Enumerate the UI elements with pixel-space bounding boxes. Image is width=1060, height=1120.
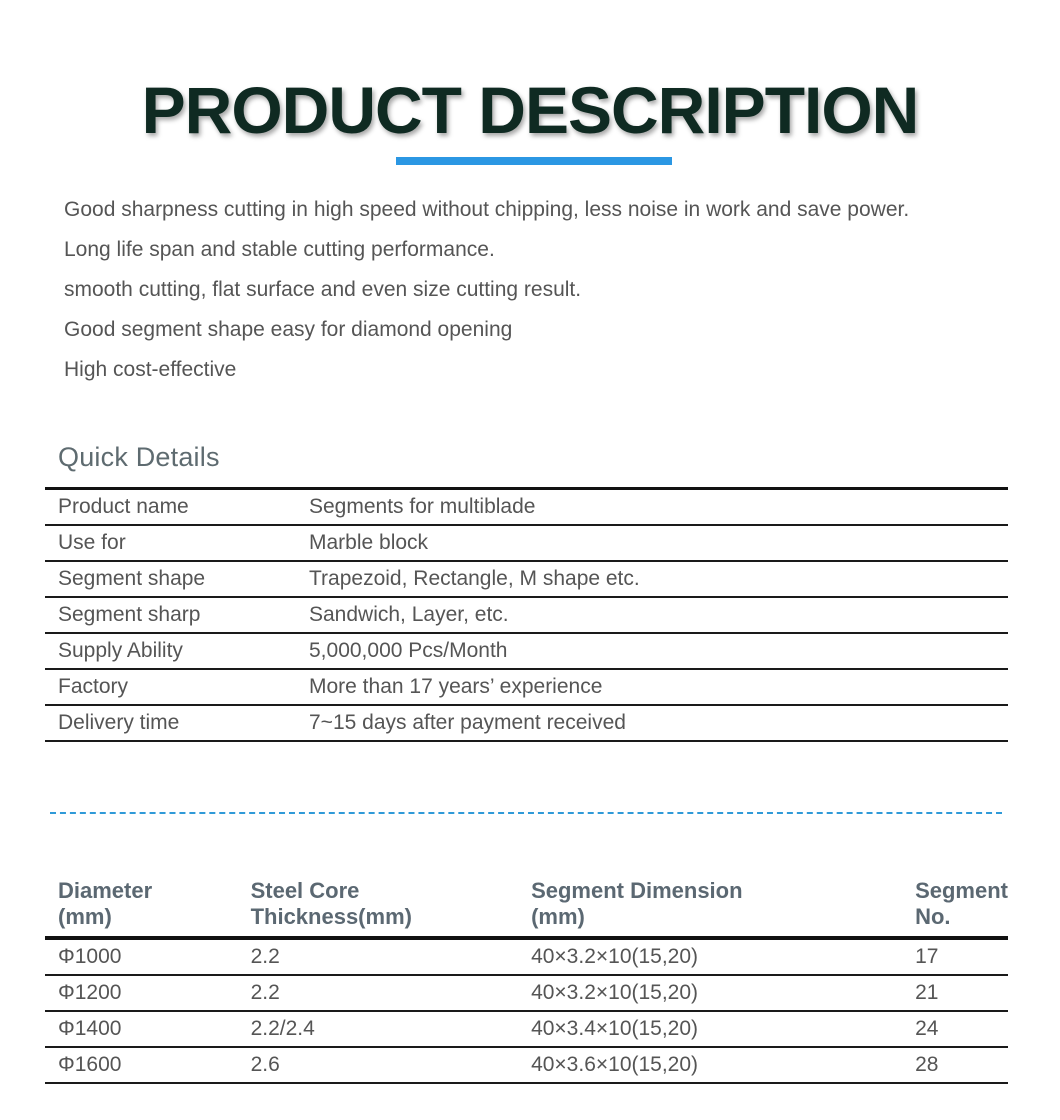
detail-key: Segment shape (45, 561, 296, 597)
cell-diameter: Φ1000 (45, 938, 238, 975)
detail-key: Segment sharp (45, 597, 296, 633)
table-row (45, 975, 1008, 1011)
cell-segment-no: 24 (902, 1011, 1008, 1047)
feature-item: smooth cutting, flat surface and even size cutting result. (64, 278, 582, 301)
detail-value: More than 17 years’ experience (296, 669, 1008, 705)
feature-item: High cost-effective (64, 358, 237, 381)
column-header-segment-dimension: Segment Dimension (mm) (518, 872, 902, 938)
spec-table (45, 872, 1008, 1084)
detail-key: Factory (45, 669, 296, 705)
detail-value: 5,000,000 Pcs/Month (296, 633, 1008, 669)
cell-thickness: 2.2 (238, 975, 518, 1011)
column-header-thickness: Steel Core Thickness(mm) (238, 872, 518, 938)
page-title: PRODUCT DESCRIPTION (141, 73, 919, 147)
detail-value: 7~15 days after payment received (296, 705, 1008, 741)
cell-segment-dimension: 40×3.2×10(15,20) (518, 975, 902, 1011)
cell-diameter: Φ1400 (45, 1011, 238, 1047)
detail-key: Supply Ability (45, 633, 296, 669)
cell-thickness: 2.2 (238, 938, 518, 975)
feature-item: Good sharpness cutting in high speed without chipping, less noise in work and save power. (64, 198, 910, 221)
detail-key: Delivery time (45, 705, 296, 741)
column-header-diameter: Diameter (mm) (45, 872, 238, 938)
table-row (45, 489, 1008, 526)
quick-details-heading: Quick Details (58, 442, 220, 472)
cell-segment-no: 28 (902, 1047, 1008, 1083)
table-row (45, 597, 1008, 633)
cell-thickness: 2.2/2.4 (238, 1011, 518, 1047)
detail-value: Sandwich, Layer, etc. (296, 597, 1008, 633)
cell-diameter: Φ1600 (45, 1047, 238, 1083)
feature-item: Long life span and stable cutting performance. (64, 238, 495, 261)
table-row (45, 1011, 1008, 1047)
table-row (45, 938, 1008, 975)
section-divider (50, 812, 1002, 814)
cell-segment-dimension: 40×3.2×10(15,20) (518, 938, 902, 975)
cell-diameter: Φ1200 (45, 975, 238, 1011)
table-row (45, 633, 1008, 669)
table-row (45, 705, 1008, 741)
detail-value: Marble block (296, 525, 1008, 561)
feature-item: Good segment shape easy for diamond opening (64, 318, 513, 341)
cell-segment-dimension: 40×3.4×10(15,20) (518, 1011, 902, 1047)
column-header-segment-no: Segment No. (902, 872, 1008, 938)
title-underline (396, 157, 672, 165)
cell-segment-no: 21 (902, 975, 1008, 1011)
detail-key: Product name (45, 489, 296, 526)
cell-segment-dimension: 40×3.6×10(15,20) (518, 1047, 902, 1083)
detail-key: Use for (45, 525, 296, 561)
quick-details-table (45, 487, 1008, 742)
feature-list (64, 190, 909, 390)
table-row (45, 669, 1008, 705)
table-header-row (45, 872, 1008, 938)
table-row (45, 561, 1008, 597)
detail-value: Trapezoid, Rectangle, M shape etc. (296, 561, 1008, 597)
detail-value: Segments for multiblade (296, 489, 1008, 526)
table-row (45, 525, 1008, 561)
table-row (45, 1047, 1008, 1083)
cell-thickness: 2.6 (238, 1047, 518, 1083)
cell-segment-no: 17 (902, 938, 1008, 975)
